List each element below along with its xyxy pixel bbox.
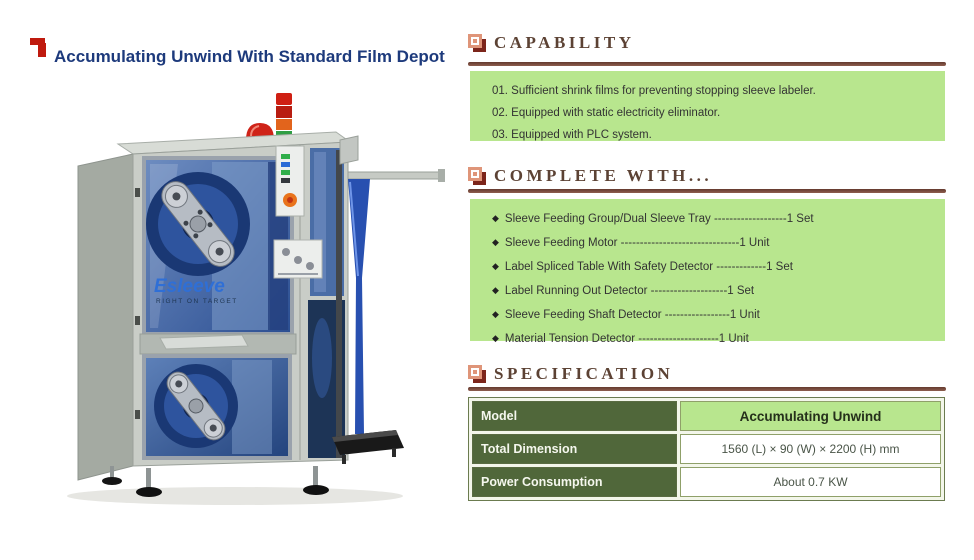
spec-value-model: Accumulating Unwind	[680, 401, 941, 431]
label-splice-table	[274, 240, 322, 278]
page-title: Accumulating Unwind With Standard Film Depot	[54, 47, 445, 66]
diamond-bullet-icon: ◆	[492, 237, 499, 247]
complete-with-item-text: Material Tension Detector ---------------------1 Unit	[504, 333, 749, 345]
capability-section-header	[468, 33, 634, 53]
specification-table	[468, 397, 945, 501]
complete-with-item	[492, 327, 937, 351]
film-reel-top	[146, 172, 250, 276]
section-divider	[468, 62, 946, 66]
capability-item: 01. Sufficient shrink films for preventing stopping sleeve labeler.	[492, 85, 816, 97]
spec-value-power: About 0.7 KW	[680, 467, 941, 497]
section-bullet-icon	[468, 365, 486, 383]
specification-heading: SPECIFICATION	[494, 364, 674, 383]
machine-tagline: RIGHT ON TARGET	[156, 298, 238, 305]
section-divider	[468, 387, 946, 391]
specification-section-header	[468, 364, 673, 384]
spec-row-power	[472, 467, 941, 497]
complete-with-item	[492, 279, 937, 303]
diamond-bullet-icon: ◆	[492, 213, 499, 223]
spec-value-dimension: 1560 (L) × 90 (W) × 2200 (H) mm	[680, 434, 941, 464]
control-panel	[276, 146, 304, 216]
complete-with-item	[492, 207, 937, 231]
floor-shadow	[67, 487, 403, 505]
complete-with-item-text: Label Spliced Table With Safety Detector -------------1 Set	[504, 261, 793, 273]
spec-label-model: Model	[472, 401, 677, 431]
complete-with-item-text: Sleeve Feeding Shaft Detector -----------------1 Unit	[504, 309, 760, 321]
capability-item: 03. Equipped with PLC system.	[492, 129, 652, 141]
capability-list	[470, 71, 945, 141]
capability-item: 02. Equipped with static electricity eliminator.	[492, 107, 721, 119]
film-reel-bottom	[154, 364, 238, 448]
diamond-bullet-icon: ◆	[492, 261, 499, 271]
brand-logo-icon	[30, 38, 48, 58]
section-divider	[468, 189, 946, 193]
complete-with-item	[492, 231, 937, 255]
right-column-panels	[308, 148, 345, 458]
complete-with-heading: COMPLETE WITH...	[494, 166, 713, 185]
complete-with-item-text: Sleeve Feeding Group/Dual Sleeve Tray -------------------1 Set	[504, 213, 814, 225]
spec-row-model	[472, 401, 941, 431]
machine-photo	[60, 86, 452, 526]
middle-shelf	[140, 334, 296, 354]
complete-with-item	[492, 255, 937, 279]
complete-with-item-text: Label Running Out Detector --------------------1 Set	[504, 285, 755, 297]
complete-with-list	[470, 199, 945, 345]
section-bullet-icon	[468, 34, 486, 52]
complete-with-item-text: Sleeve Feeding Motor -------------------------------1 Unit	[504, 237, 770, 249]
complete-with-item	[492, 303, 937, 327]
machine-brand: Esleeve	[154, 276, 225, 297]
spec-label-dimension: Total Dimension	[472, 434, 677, 464]
diamond-bullet-icon: ◆	[492, 285, 499, 295]
diamond-bullet-icon: ◆	[492, 309, 499, 319]
spec-row-dimension	[472, 434, 941, 464]
section-bullet-icon	[468, 167, 486, 185]
complete-with-section-header	[468, 166, 712, 186]
film-strip	[340, 136, 445, 434]
capability-heading: CAPABILITY	[494, 33, 635, 52]
diamond-bullet-icon: ◆	[492, 333, 499, 343]
spec-label-power: Power Consumption	[472, 467, 677, 497]
